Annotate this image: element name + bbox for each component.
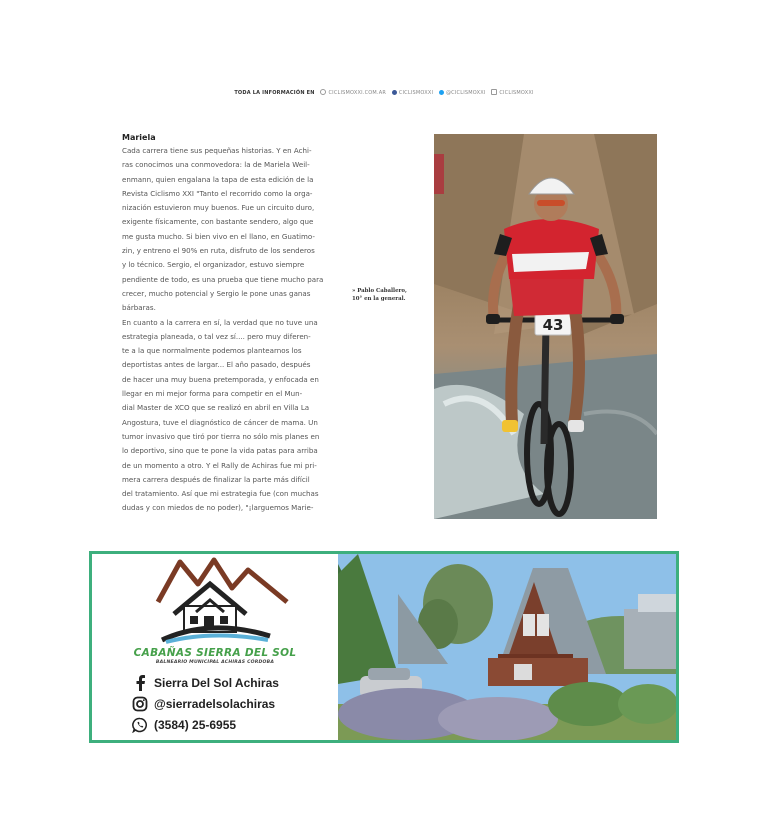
globe-icon xyxy=(320,89,326,95)
brand-subtitle: BALNEARIO MUNICIPAL ACHIRAS CÓRDOBA xyxy=(155,660,275,665)
article-paragraph: Cada carrera tiene sus pequeñas historias. Y en Achi- ras conocimos una conmovedora: la de Mariela Weil- enmann, quien engalana la tapa de esta edición de la Revista Ciclismo XXI "Tanto el recorrido como la orga- nización estuvieron muy buenos. Fue un circuito duro, exigente físicamente, con bastante sendero, algo que me gusta mucho. Si bien vivo en el llano, en Guatimo- zin, y entreno el 90% en ruta, disfruto de los senderos y lo técnico. Sergio, el organizador, estuvo siempre pendiente de todo, es una prueba que tiene mucho para crecer, mucho potencial y Sergio le pone unas ganas bárbaras. xyxy=(122,146,324,313)
caption-marker: » xyxy=(352,288,356,294)
cabins-advertisement xyxy=(89,551,679,743)
twitter-icon xyxy=(439,90,444,95)
facebook-handle: Sierra Del Sol Achiras xyxy=(154,676,279,690)
instagram-icon xyxy=(491,89,497,95)
ad-brand-panel xyxy=(92,554,338,740)
info-lead: TODA LA INFORMACIÓN EN xyxy=(234,90,315,96)
contact-facebook[interactable] xyxy=(132,674,279,692)
info-bar xyxy=(0,89,768,96)
whatsapp-phone: (3584) 25-6955 xyxy=(154,718,237,732)
facebook-link[interactable]: CICLISMOXXI xyxy=(398,90,434,96)
caption-text: Pablo Caballero, 10° en la general. xyxy=(352,288,407,302)
contact-whatsapp[interactable] xyxy=(132,716,236,734)
brand-name: CABAÑAS SIERRA DEL SOL xyxy=(133,647,297,659)
cabin-photo xyxy=(338,554,676,740)
cyclist-illustration xyxy=(434,134,657,519)
facebook-icon xyxy=(132,675,148,691)
cabin-logo xyxy=(92,554,338,649)
photo-caption xyxy=(352,287,428,303)
article-column xyxy=(122,131,346,516)
instagram-link[interactable]: CICLISMOXXI xyxy=(499,90,534,96)
cyclist-photo xyxy=(434,134,657,519)
contact-instagram[interactable] xyxy=(132,695,275,713)
facebook-icon xyxy=(392,90,397,95)
website-link[interactable]: CICLISMOXXI.COM.AR xyxy=(328,90,387,96)
instagram-handle: @sierradelsolachiras xyxy=(154,697,276,711)
twitter-link[interactable]: @CICLISMOXXI xyxy=(445,90,486,96)
article-paragraph: En cuanto a la carrera en sí, la verdad que no tuve una estrategia planeada, o tal vez sí.... pero muy diferen- te a la que normalmente podemos plantearnos los deportistas antes de largar... El año pasado, después de hacer una muy buena pretemporada, y enfocada en llegar en mi mejor forma para competir en el Mun- dial Master de XCO que se realizó en abril en Villa La Angostura, tuve el diagnóstico de cáncer de mama. Un tumor invasivo que tiró por tierra no sólo mis planes en lo deportivo, sino que te pone la vida patas para arriba de un momento a otro. Y el Rally de Achiras fue mi pri- mera carrera después de finalizar la parte más difícil del tratamiento. Así que mi estrategia fue (con muchas dudas y con miedos de no poder), "¡larguemos Marie- xyxy=(122,317,320,513)
whatsapp-icon xyxy=(132,717,148,733)
race-number: 43 xyxy=(542,316,564,334)
cabin-illustration xyxy=(338,554,676,740)
article-heading: Mariela xyxy=(122,133,156,142)
instagram-icon xyxy=(132,696,148,712)
